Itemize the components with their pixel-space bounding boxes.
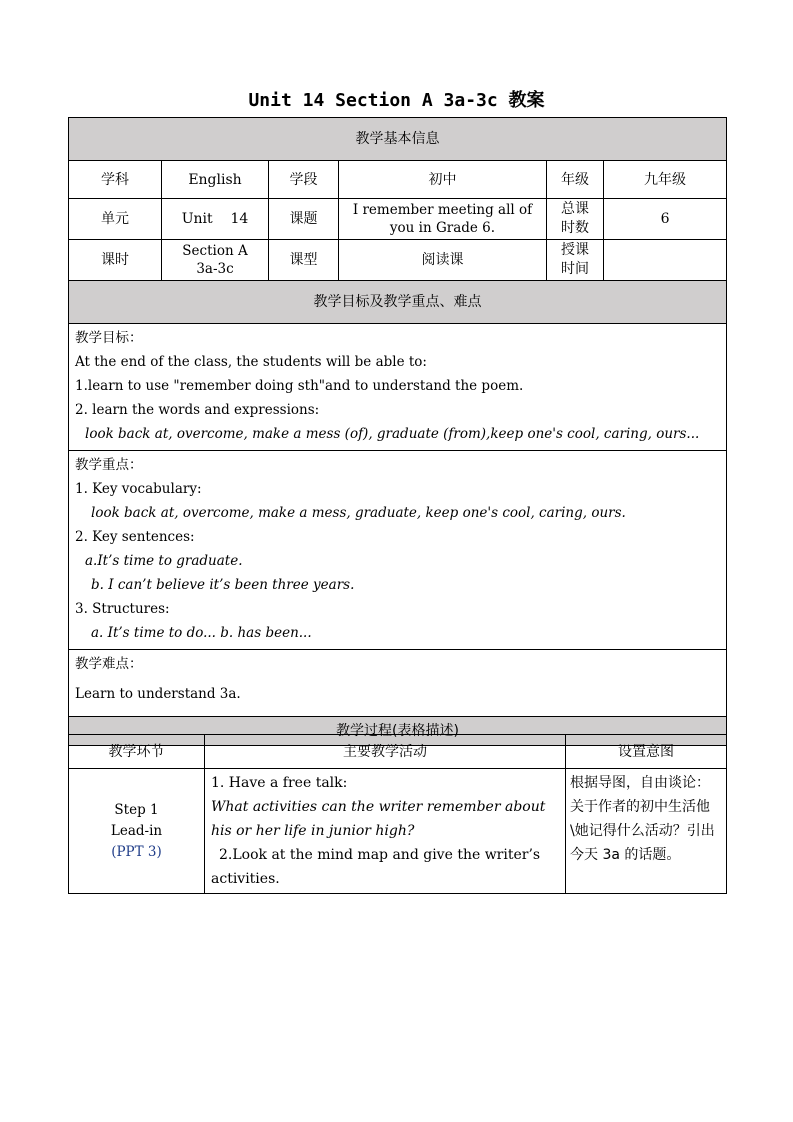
lesson-type-value: 阅读课 xyxy=(339,240,547,281)
key-point-line: b. I can’t believe it’s been three years. xyxy=(91,577,355,593)
process-col-intent-header: 设置意图 xyxy=(566,735,727,769)
activity-line: 1. Have a free talk: xyxy=(211,775,348,791)
period-label: 课时 xyxy=(69,240,162,281)
period-value: Section A 3a-3c xyxy=(162,240,269,281)
key-point-line: 3. Structures: xyxy=(75,601,170,617)
stage-label: 学段 xyxy=(269,161,339,199)
objective-line: look back at, overcome, make a mess (of), graduate (from),keep one's cool, caring, ours... xyxy=(85,426,700,442)
process-col-step-header: 教学环节 xyxy=(69,735,205,769)
unit-value: Unit 14 xyxy=(162,199,269,240)
subject-label: 学科 xyxy=(69,161,162,199)
key-point-line: 2. Key sentences: xyxy=(75,529,195,545)
step1-intent-cell: 根据导图，自由谈论：关于作者的初中生活他\她记得什么活动？引出今天 3a 的话题。 xyxy=(566,769,727,894)
subject-value: English xyxy=(162,161,269,199)
key-point-line: 1. Key vocabulary: xyxy=(75,481,202,497)
topic-value: I remember meeting all of you in Grade 6. xyxy=(339,199,547,240)
activity-line: What activities can the writer remember about his or her life in junior high? xyxy=(211,799,546,839)
difficulties-section xyxy=(69,650,727,717)
grade-label: 年级 xyxy=(547,161,604,199)
process-col-activity-header: 主要教学活动 xyxy=(205,735,566,769)
step1-activity-cell xyxy=(205,769,566,894)
activity-line: 2.Look at the mind map and give the writer’s activities. xyxy=(211,847,541,887)
step1-number: Step 1 xyxy=(114,801,159,818)
step1-cell xyxy=(69,769,205,894)
difficulties-label: 教学难点： xyxy=(75,656,143,672)
grade-value: 九年级 xyxy=(604,161,727,199)
difficulties-line: Learn to understand 3a. xyxy=(75,686,241,702)
document-title: Unit 14 Section A 3a-3c 教案 xyxy=(248,90,545,111)
total-hours-label: 总课时数 xyxy=(547,199,604,240)
step1-name: Lead-in xyxy=(110,822,163,839)
teaching-time-value xyxy=(604,240,727,281)
total-hours-value: 6 xyxy=(604,199,727,240)
key-point-line: look back at, overcome, make a mess, graduate, keep one's cool, caring, ours. xyxy=(91,505,626,521)
objective-line: 1.learn to use "remember doing sth"and to understand the poem. xyxy=(75,378,524,394)
stage-value: 初中 xyxy=(339,161,547,199)
basic-info-heading: 教学基本信息 xyxy=(69,118,727,161)
teaching-time-label: 授课时间 xyxy=(547,240,604,281)
lesson-plan-table xyxy=(68,117,727,746)
key-points-section xyxy=(69,451,727,650)
objectives-label: 教学目标： xyxy=(75,330,143,346)
objective-line: At the end of the class, the students will be able to: xyxy=(75,354,427,370)
key-point-line: a.It’s time to graduate. xyxy=(85,553,243,569)
lesson-type-label: 课型 xyxy=(269,240,339,281)
step1-ppt: (PPT 3) xyxy=(111,843,162,860)
objective-line: 2. learn the words and expressions: xyxy=(75,402,320,418)
process-table xyxy=(68,734,727,894)
key-point-line: a. It’s time to do... b. has been... xyxy=(91,625,312,641)
unit-label: 单元 xyxy=(69,199,162,240)
topic-label: 课题 xyxy=(269,199,339,240)
goals-heading: 教学目标及教学重点、难点 xyxy=(69,281,727,324)
process-heading: 教学过程(表格描述) xyxy=(69,717,727,746)
objectives-section xyxy=(69,324,727,451)
key-points-label: 教学重点： xyxy=(75,457,143,473)
